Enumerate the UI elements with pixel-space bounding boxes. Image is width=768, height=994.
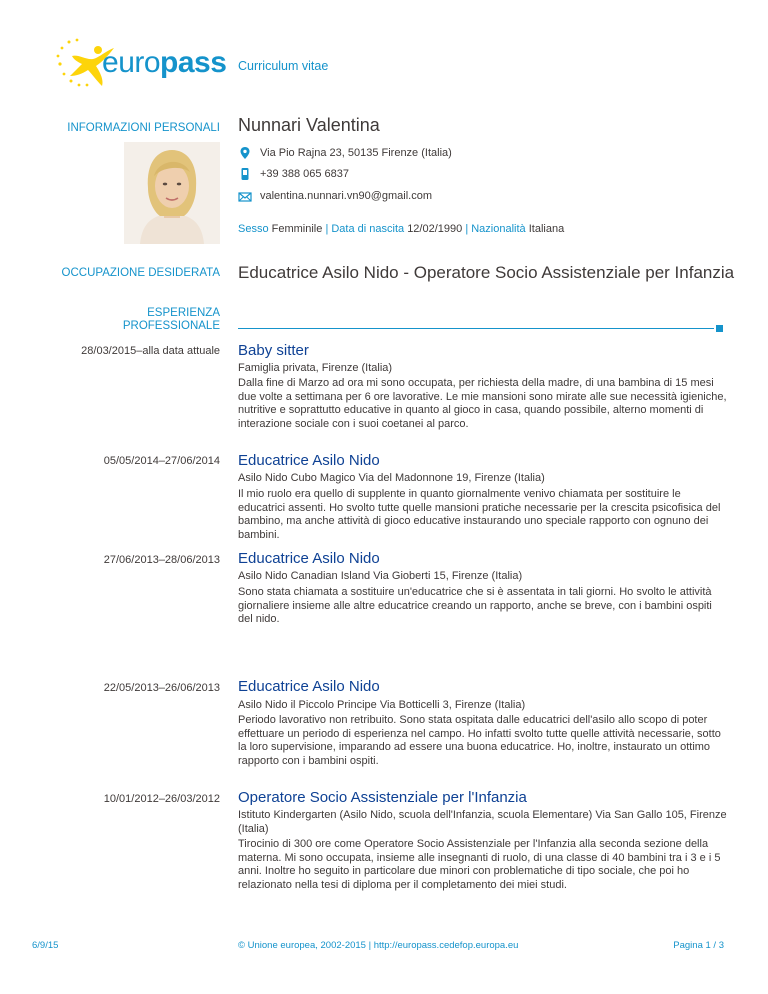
europass-logo: [50, 36, 235, 96]
exp-2-employer: Asilo Nido Cubo Magico Via del Madonnone 19, Firenze (Italia): [238, 472, 545, 484]
logo-brand-uro: uro: [118, 46, 161, 79]
phone-text[interactable]: +39 388 065 6837: [260, 168, 350, 180]
exp-5-employer: Istituto Kindergarten (Asilo Nido, scuola dell'Infanzia, scuola Elementare) Via San Gallo 105, Firenze (Italia): [238, 809, 727, 835]
exp-1-description: Dalla fine di Marzo ad ora mi sono occupata, per richiesta della madre, di una bambina di 15 mesi due volte a settimana per 6 ore lavorative. Le mie mansioni sono mirate alle sue necessità igieniche, nutritive e soprattutto educative in quanto al gioco in casa, quando possibile, alterno momenti di interazione sociale con i suoi coetanei al parco.: [238, 377, 727, 430]
exp-2-dates: 05/05/2014–27/06/2014: [103, 455, 220, 467]
experience-label: [0, 307, 220, 333]
exp-5-title: Operatore Socio Assistenziale per l'Infanzia: [238, 789, 527, 806]
location-pin-icon: [238, 146, 252, 160]
birth-value: 12/02/1990: [407, 223, 463, 235]
personal-details-line: [238, 223, 564, 235]
exp-4-employer: Asilo Nido il Piccolo Principe Via Botticelli 3, Firenze (Italia): [238, 699, 526, 711]
address-text: Via Pio Rajna 23, 50135 Firenze (Italia): [260, 147, 452, 159]
desired-occupation-label: OCCUPAZIONE DESIDERATA: [61, 267, 220, 279]
exp-5-dates: 10/01/2012–26/03/2012: [103, 793, 220, 805]
experience-label-line2: PROFESSIONALE: [122, 320, 220, 332]
nationality-label: Nazionalità: [471, 223, 526, 235]
footer-copyright[interactable]: © Unione europea, 2002-2015 | http://europass.cedefop.europa.eu: [238, 940, 519, 951]
exp-3-dates: 27/06/2013–28/06/2013: [103, 554, 220, 566]
exp-1-dates: 28/03/2015–alla data attuale: [81, 345, 220, 357]
exp-3-employer: Asilo Nido Canadian Island Via Gioberti 15, Firenze (Italia): [238, 570, 523, 582]
cv-header-title: Curriculum vitae: [238, 59, 329, 73]
exp-2-title: Educatrice Asilo Nido: [238, 452, 380, 469]
personal-info-label: INFORMAZIONI PERSONALI: [67, 122, 220, 134]
experience-divider: [238, 328, 714, 329]
profile-photo: [124, 142, 220, 244]
nationality-value: Italiana: [528, 223, 565, 235]
email-envelope-icon: [238, 190, 252, 204]
footer-date: 6/9/15: [32, 940, 59, 951]
email-link[interactable]: valentina.nunnari.vn90@gmail.com: [260, 190, 432, 202]
desired-occupation-value: Educatrice Asilo Nido - Operatore Socio Assistenziale per Infanzia: [238, 263, 735, 282]
exp-3-description: Sono stata chiamata a sostituire un'educatrice che si è assentata in tali giorni. Ho svolto le attività giornaliere insieme alle altre educatrice creando un rapporto, anche se breve, con i bambini ospiti del nido.: [238, 586, 712, 626]
birth-label: Data di nascita: [331, 223, 405, 235]
mobile-phone-icon: [238, 167, 252, 181]
logo-brand-e: e: [102, 46, 119, 79]
experience-divider-square: [716, 325, 723, 332]
exp-5-description: Tirocinio di 300 ore come Operatore Socio Assistenziale per l'Infanzia alla seconda sezione della materna. Mi sono occupata, insieme alle insegnanti di ruolo, di una classe di 40 bambini tra i 3 e i 5 anni. Inoltre ho seguito in particolare due minori con problematiche di tipo sociale, che poi ho relazionato nella tesi di diploma per il completamento dei miei studi.: [238, 838, 721, 891]
exp-2-description: Il mio ruolo era quello di supplente in quanto giornalmente venivo chiamata per sostituire le educatrici assenti. Ho svolto tutte quelle mansioni pratiche necessarie per la crescita psicofisica del bambino, ma anche attività di gioco educative instaurando uno speciale rapporto con ognuno dei bambini.: [238, 488, 721, 541]
experience-label-line1: ESPERIENZA: [147, 307, 220, 319]
person-name: Nunnari Valentina: [238, 115, 380, 135]
exp-4-title: Educatrice Asilo Nido: [238, 678, 380, 695]
exp-4-description: Periodo lavorativo non retribuito. Sono stata ospitata dalle educatrici dell'asilo allo scopo di poter effettuare un periodo di esperienza nel campo. Ho infatti svolto tutte quelle attività necessarie, sotto la loro supervisione, imparando ad essere una buona educatrice. Ho, inoltre, instaurato un ottimo rapporto con i bambini ospiti.: [238, 714, 721, 767]
exp-1-title: Baby sitter: [238, 342, 309, 359]
footer-page-number: Pagina 1 / 3: [673, 940, 724, 951]
exp-4-dates: 22/05/2013–26/06/2013: [103, 682, 220, 694]
exp-3-title: Educatrice Asilo Nido: [238, 550, 380, 567]
sex-value: Femminile: [271, 223, 323, 235]
separator-1: |: [325, 223, 329, 235]
separator-2: |: [465, 223, 469, 235]
exp-1-employer: Famiglia privata, Firenze (Italia): [238, 362, 393, 374]
sex-label: Sesso: [238, 223, 269, 235]
logo-brand-pass: pass: [160, 46, 227, 79]
